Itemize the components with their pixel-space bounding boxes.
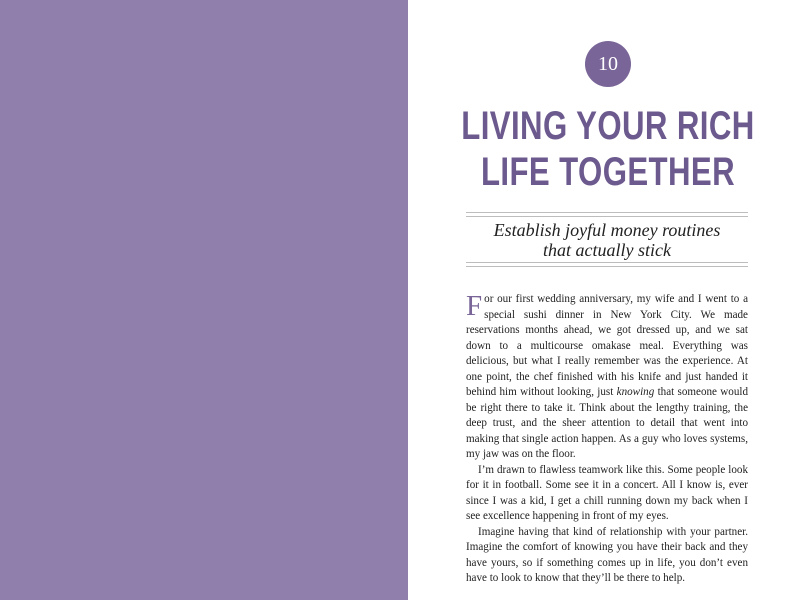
- chapter-number: 10: [598, 52, 618, 75]
- paragraph-3: Imagine having that kind of relationship with your partner. Imagine the comfort of knowing you have their back and they have yours, so if something comes up in life, you don’t even have to look to know that they’ll be there to help.: [466, 525, 748, 584]
- chapter-number-badge: [585, 41, 631, 87]
- body-text: [466, 292, 748, 587]
- subtitle-line-1: Establish joyful money routines: [493, 220, 721, 240]
- subtitle-line-2: that actually stick: [543, 240, 671, 260]
- paragraph-1-part-b: that someone would be right there to take it. Think about the lengthy training, the deep trust, and the sheer attention to detail that went into making that single action happen. As a guy who loves systems, my jaw was on the floor.: [466, 386, 749, 460]
- chapter-title-line-2: LIFE TOGETHER: [480, 150, 736, 194]
- chapter-page: [408, 0, 800, 600]
- paragraph-2: I’m drawn to flawless teamwork like this. Some people look for it in football. Some see it in a concert. All I know is, ever since I was a kid, I get a chill running down my back when I see excellence happening in front of my eyes.: [466, 463, 748, 522]
- subtitle-rule-bottom: [466, 262, 748, 267]
- paragraph-1-part-a: or our first wedding anniversary, my wife and I went to a special sushi dinner in New York City. We made reservations months ahead, we got dressed up, and we sat down to a multicourse omakase meal. Everything was delicious, but what I really remember was the experience. At one point, the chef finished with his knife and just handed it behind him without looking, just: [466, 293, 748, 398]
- chapter-title-line-1: LIVING YOUR RICH: [461, 104, 755, 148]
- chapter-subtitle: [466, 220, 748, 260]
- subtitle-rule-top: [466, 212, 748, 217]
- paragraph-1-italic: knowing: [616, 386, 655, 398]
- chapter-title: [452, 103, 764, 195]
- drop-cap: F: [466, 290, 483, 322]
- paragraph-1: [466, 292, 748, 463]
